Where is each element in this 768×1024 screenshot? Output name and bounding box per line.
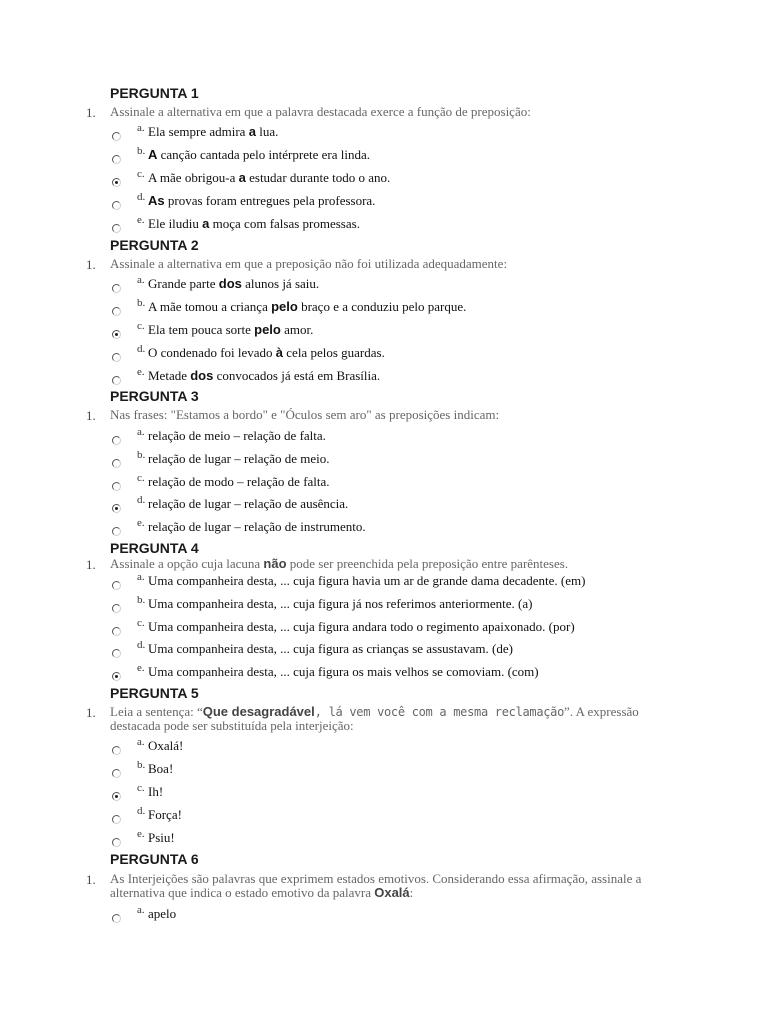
- option-text: A mãe obrigou-a a estudar durante todo o ano.: [148, 170, 391, 185]
- option-text: Ela tem pouca sorte pelo amor.: [148, 322, 314, 337]
- radio-button[interactable]: [112, 769, 121, 778]
- option-letter: b.: [137, 594, 146, 606]
- answer-option[interactable]: [110, 214, 670, 238]
- question-prompt: Assinale a alternativa em que a preposição não foi utilizada adequadamente:: [110, 256, 508, 271]
- option-text: relação de lugar – relação de ausência.: [148, 496, 349, 511]
- option-letter: c.: [137, 472, 145, 484]
- option-text: As provas foram entregues pela professora.: [148, 193, 376, 208]
- radio-button[interactable]: [112, 459, 121, 468]
- answer-option[interactable]: [110, 904, 670, 928]
- option-letter: c.: [137, 168, 145, 180]
- option-text: Uma companheira desta, ... cuja figura andara todo o regimento apaixonado. (por): [148, 619, 575, 634]
- question-prompt: Leia a sentença: “Que desagradável, lá vem você com a mesma reclamação”. A expressão destacada pode ser substituída pela interjeição:: [110, 704, 639, 733]
- option-letter: e.: [137, 517, 145, 529]
- highlighted-word: As: [148, 193, 165, 208]
- option-letter: b.: [137, 297, 146, 309]
- answer-option[interactable]: [110, 571, 670, 595]
- answer-option[interactable]: [110, 297, 670, 321]
- highlighted-word: a: [238, 170, 246, 185]
- answer-option[interactable]: [110, 320, 670, 344]
- question-prompt: Assinale a opção cuja lacuna não pode ser preenchida pela preposição entre parênteses.: [110, 556, 569, 571]
- radio-button[interactable]: [112, 436, 121, 445]
- option-letter: e.: [137, 214, 145, 226]
- radio-button[interactable]: [112, 838, 121, 847]
- option-text: A canção cantada pelo intérprete era linda.: [148, 147, 370, 162]
- option-text: Grande parte dos alunos já saiu.: [148, 276, 320, 291]
- answer-option[interactable]: [110, 662, 670, 686]
- option-letter: d.: [137, 639, 146, 651]
- option-text: Uma companheira desta, ... cuja figura já nos referimos anteriormente. (a): [148, 596, 533, 611]
- answer-option[interactable]: [110, 191, 670, 215]
- radio-button[interactable]: [112, 201, 121, 210]
- answer-option[interactable]: [110, 343, 670, 367]
- item-number: 1.: [86, 872, 96, 887]
- highlighted-word: pelo: [271, 299, 298, 314]
- radio-button[interactable]: [112, 746, 121, 755]
- answer-option[interactable]: [110, 736, 670, 760]
- highlighted-word: à: [275, 345, 284, 360]
- radio-button[interactable]: [112, 353, 121, 362]
- option-letter: b.: [137, 759, 146, 771]
- option-letter: e.: [137, 366, 145, 378]
- answer-option[interactable]: [110, 639, 670, 663]
- answer-option[interactable]: [110, 759, 670, 783]
- radio-button[interactable]: [112, 815, 121, 824]
- option-letter: d.: [137, 805, 146, 817]
- radio-button[interactable]: [112, 792, 121, 801]
- question-prompt: Nas frases: "Estamos a bordo" e "Óculos sem aro" as preposições indicam:: [110, 407, 500, 422]
- option-letter: c.: [137, 617, 145, 629]
- option-text: relação de meio – relação de falta.: [148, 428, 326, 443]
- radio-button[interactable]: [112, 284, 121, 293]
- answer-option[interactable]: [110, 472, 670, 496]
- option-text: relação de lugar – relação de meio.: [148, 451, 330, 466]
- radio-button[interactable]: [112, 504, 121, 513]
- answer-option[interactable]: [110, 426, 670, 450]
- option-letter: c.: [137, 320, 145, 332]
- option-letter: d.: [137, 343, 146, 355]
- option-text: Ela sempre admira a lua.: [148, 124, 279, 139]
- option-letter: e.: [137, 662, 145, 674]
- radio-button[interactable]: [112, 604, 121, 613]
- option-text: Uma companheira desta, ... cuja figura havia um ar de grande dama decadente. (em): [148, 573, 586, 588]
- answer-option[interactable]: [110, 122, 670, 146]
- radio-button[interactable]: [112, 132, 121, 141]
- option-text: apelo: [148, 906, 177, 921]
- answer-option[interactable]: [110, 828, 670, 852]
- radio-button[interactable]: [112, 914, 121, 923]
- radio-button[interactable]: [112, 155, 121, 164]
- highlighted-word: a: [248, 124, 256, 139]
- option-letter: a.: [137, 736, 145, 748]
- answer-option[interactable]: [110, 782, 670, 806]
- option-letter: a.: [137, 571, 145, 583]
- radio-button[interactable]: [112, 376, 121, 385]
- answer-option[interactable]: [110, 594, 670, 618]
- option-text: relação de lugar – relação de instrumento.: [148, 519, 366, 534]
- answer-option[interactable]: [110, 517, 670, 541]
- radio-button[interactable]: [112, 224, 121, 233]
- option-letter: b.: [137, 449, 146, 461]
- option-letter: c.: [137, 782, 145, 794]
- question-heading: PERGUNTA 5: [110, 685, 199, 701]
- option-text: Metade dos convocados já está em Brasília.: [148, 368, 381, 383]
- highlighted-word: a: [202, 216, 210, 231]
- question-prompt: As Interjeições são palavras que exprimem estados emotivos. Considerando essa afirmação, assinale a alternativa que indica o estado emotivo da palavra Oxalá:: [110, 871, 642, 900]
- radio-button[interactable]: [112, 672, 121, 681]
- item-number: 1.: [86, 257, 96, 272]
- option-text: O condenado foi levado à cela pelos guardas.: [148, 345, 385, 360]
- answer-option[interactable]: [110, 449, 670, 473]
- option-text: Uma companheira desta, ... cuja figura as crianças se assustavam. (de): [148, 641, 513, 656]
- option-text: Psiu!: [148, 830, 175, 845]
- option-text: Força!: [148, 807, 182, 822]
- option-letter: d.: [137, 191, 146, 203]
- radio-button[interactable]: [112, 307, 121, 316]
- option-text: Boa!: [148, 761, 174, 776]
- highlighted-word: A: [148, 147, 158, 162]
- answer-option[interactable]: [110, 274, 670, 298]
- answer-option[interactable]: [110, 168, 670, 192]
- option-letter: a.: [137, 122, 145, 134]
- answer-option[interactable]: [110, 805, 670, 829]
- option-letter: e.: [137, 828, 145, 840]
- highlighted-word: pelo: [254, 322, 281, 337]
- radio-button[interactable]: [112, 482, 121, 491]
- option-text: A mãe tomou a criança pelo braço e a conduziu pelo parque.: [148, 299, 467, 314]
- radio-button[interactable]: [112, 581, 121, 590]
- radio-button[interactable]: [112, 527, 121, 536]
- option-text: Oxalá!: [148, 738, 184, 753]
- highlighted-word: dos: [190, 368, 214, 383]
- option-letter: b.: [137, 145, 146, 157]
- question-heading: PERGUNTA 1: [110, 85, 199, 101]
- option-text: Uma companheira desta, ... cuja figura os mais velhos se comoviam. (com): [148, 664, 539, 679]
- option-letter: a.: [137, 426, 145, 438]
- question-heading: PERGUNTA 4: [110, 540, 199, 556]
- option-text: relação de modo – relação de falta.: [148, 474, 330, 489]
- answer-option[interactable]: [110, 145, 670, 169]
- highlighted-word: dos: [218, 276, 242, 291]
- option-text: Ele iludiu a moça com falsas promessas.: [148, 216, 360, 231]
- option-text: Ih!: [148, 784, 164, 799]
- item-number: 1.: [86, 408, 96, 423]
- option-letter: a.: [137, 904, 145, 916]
- question-heading: PERGUNTA 2: [110, 237, 199, 253]
- option-letter: a.: [137, 274, 145, 286]
- item-number: 1.: [86, 705, 96, 720]
- radio-button[interactable]: [112, 649, 121, 658]
- question-heading: PERGUNTA 6: [110, 851, 199, 867]
- question-prompt: Assinale a alternativa em que a palavra destacada exerce a função de preposição:: [110, 104, 531, 119]
- radio-button[interactable]: [112, 330, 121, 339]
- question-heading: PERGUNTA 3: [110, 388, 199, 404]
- item-number: 1.: [86, 557, 96, 572]
- option-letter: d.: [137, 494, 146, 506]
- radio-button[interactable]: [112, 178, 121, 187]
- answer-option[interactable]: [110, 617, 670, 641]
- radio-button[interactable]: [112, 627, 121, 636]
- item-number: 1.: [86, 105, 96, 120]
- answer-option[interactable]: [110, 494, 670, 518]
